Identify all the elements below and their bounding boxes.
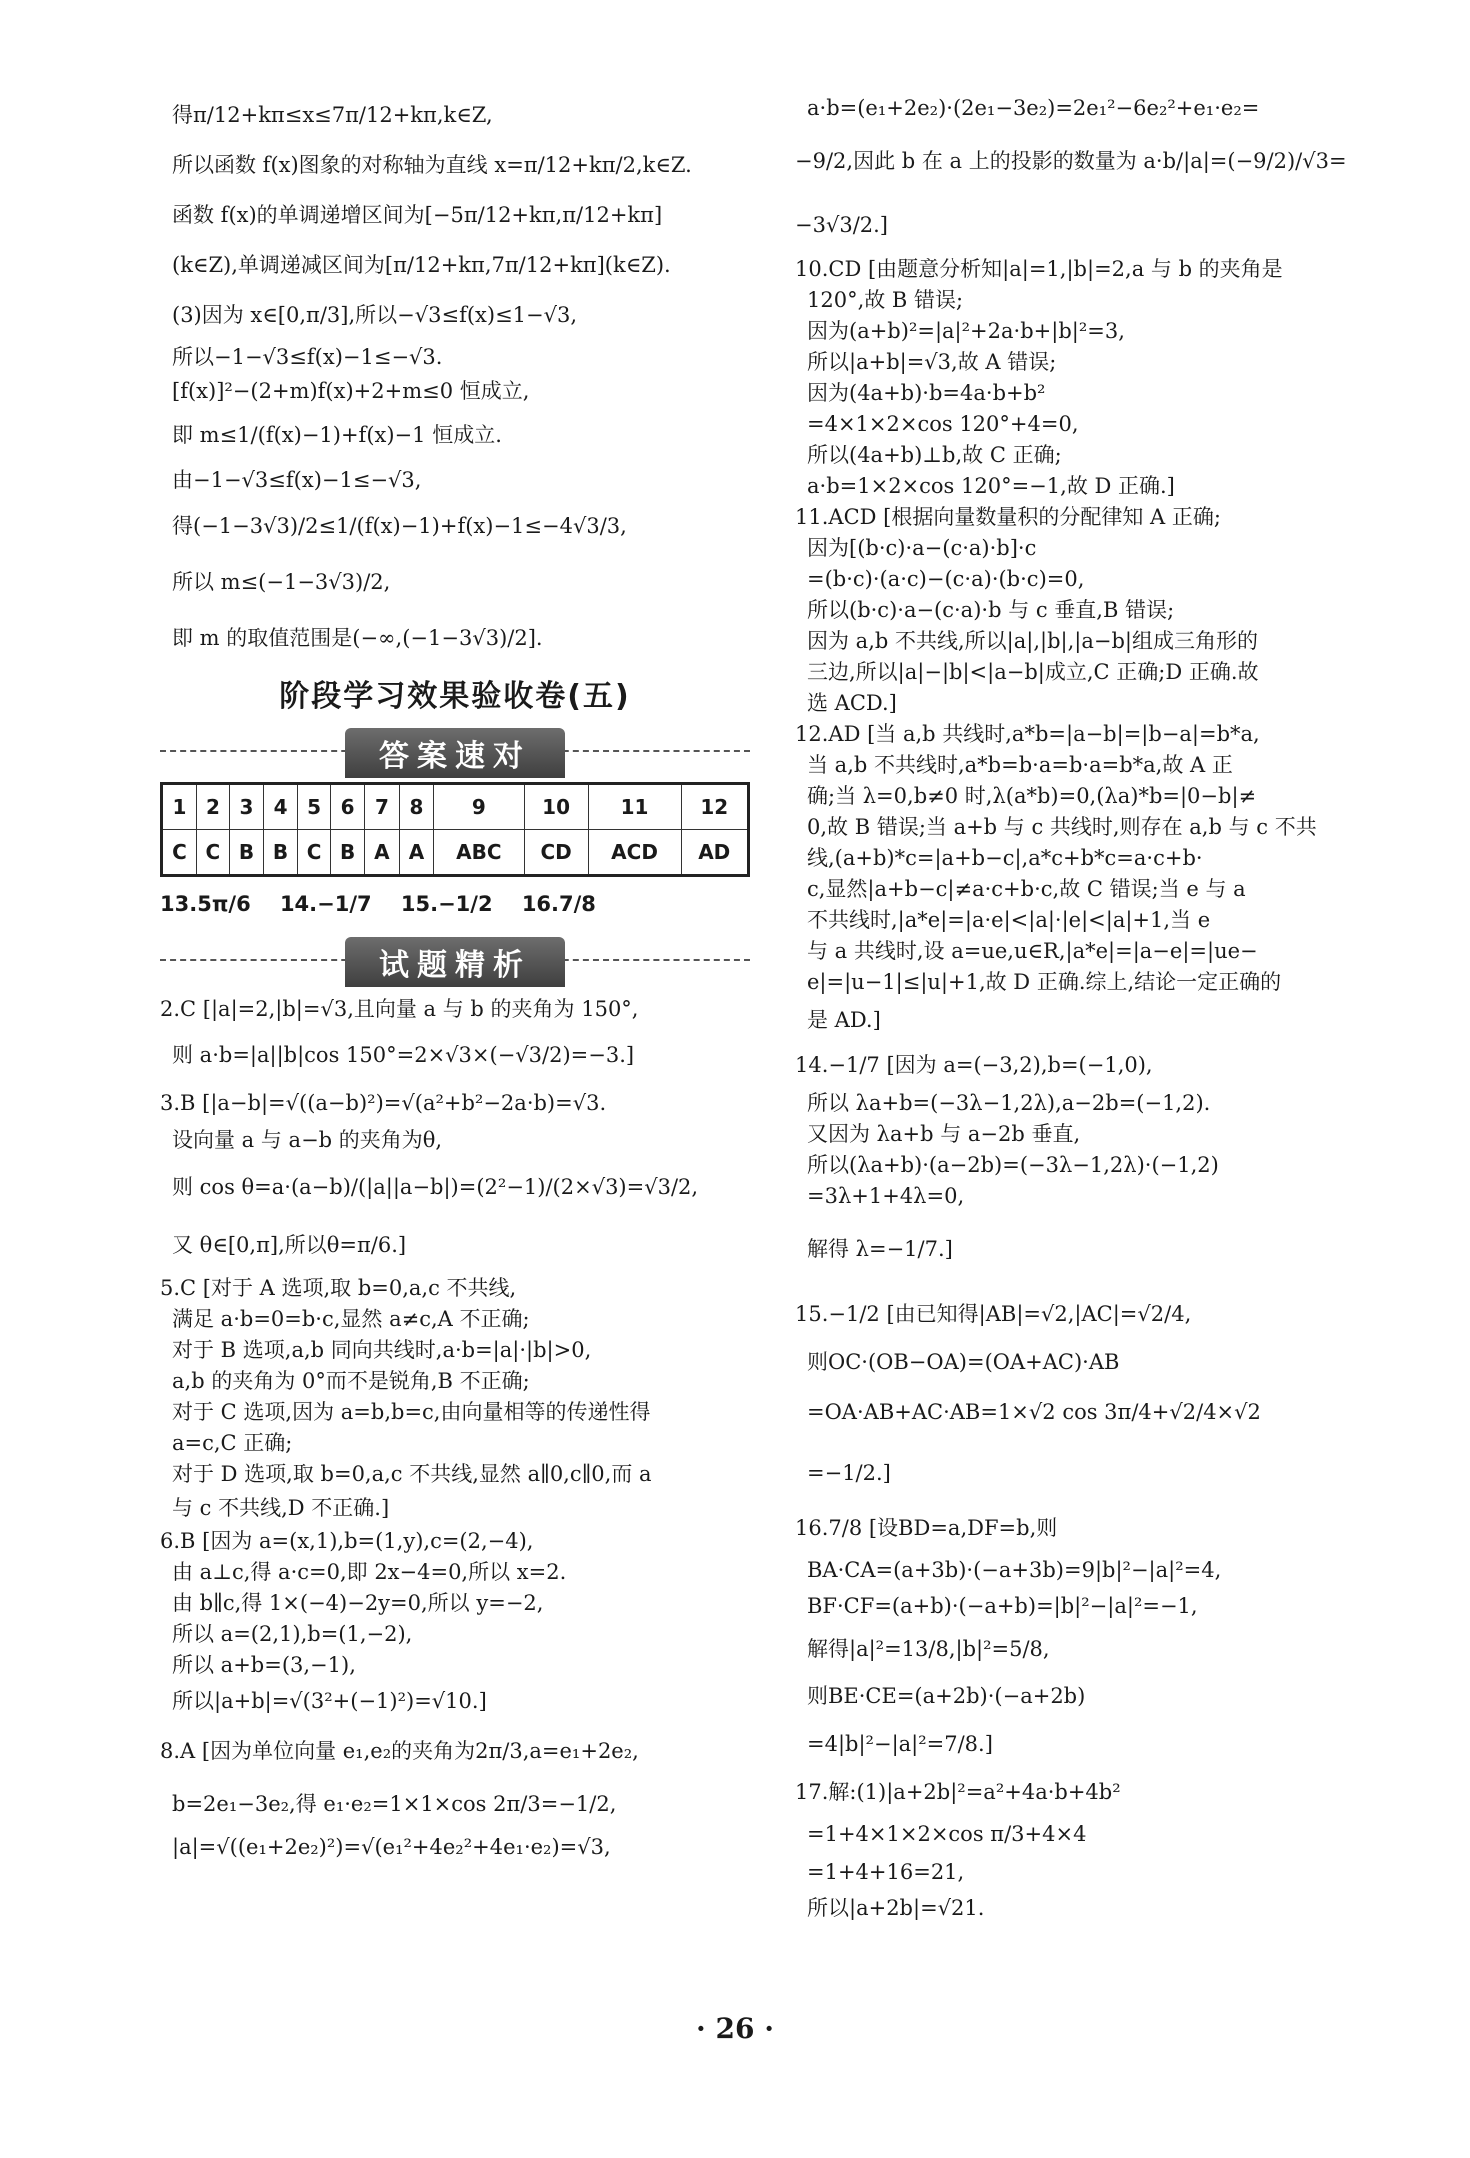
text-line: e|=|u−1|≤|u|+1,故 D 正确.综上,结论一定正确的 [807, 970, 1282, 994]
text-line: a=c,C 正确; [172, 1431, 293, 1455]
text-line: 三边,所以|a|−|b|<|a−b|成立,C 正确;D 正确.故 [807, 660, 1259, 684]
text-line: 与 a 共线时,设 a=ue,u∈R,|a*e|=|a−e|=|ue− [807, 939, 1258, 963]
text-line: 所以(4a+b)⊥b,故 C 正确; [807, 443, 1062, 467]
text-line: 得π/12+kπ≤x≤7π/12+kπ,k∈Z, [172, 103, 493, 127]
table-cell: AD [681, 830, 748, 876]
text-line: 120°,故 B 错误; [807, 288, 964, 312]
table-cell: 2 [196, 784, 229, 830]
text-line: =OA·AB+AC·AB=1×√2 cos 3π/4+√2/4×√2 [807, 1400, 1261, 1424]
text-line: 线,(a+b)*c=|a+b−c|,a*c+b*c=a·c+b· [807, 846, 1203, 870]
text-line: =(b·c)·(a·c)−(c·a)·(b·c)=0, [807, 567, 1085, 591]
table-cell: 10 [524, 784, 588, 830]
table-cell: 1 [162, 784, 197, 830]
text-line: −9/2,因此 b 在 a 上的投影的数量为 a·b/|a|=(−9/2)/√3= [795, 149, 1347, 173]
text-line: 又 θ∈[0,π],所以θ=π/6.] [172, 1233, 407, 1257]
text-line: BA·CA=(a+3b)·(−a+3b)=9|b|²−|a|²=4, [807, 1558, 1222, 1582]
page-number: · 26 · [696, 2012, 774, 2045]
table-cell: 9 [434, 784, 524, 830]
text-line: =3λ+1+4λ=0, [807, 1184, 965, 1208]
text-line: 由 a⊥c,得 a·c=0,即 2x−4=0,所以 x=2. [172, 1560, 567, 1584]
table-cell: B [331, 830, 365, 876]
table-cell: 12 [681, 784, 748, 830]
table-cell: A [399, 830, 434, 876]
text-line: 所以 a+b=(3,−1), [172, 1653, 356, 1677]
text-line: 则BE·CE=(a+2b)·(−a+2b) [807, 1684, 1086, 1708]
table-cell: A [365, 830, 400, 876]
text-line: 对于 B 选项,a,b 同向共线时,a·b=|a|·|b|>0, [172, 1338, 592, 1362]
text-line: 由 b∥c,得 1×(−4)−2y=0,所以 y=−2, [172, 1591, 544, 1615]
text-line: 与 c 不共线,D 不正确.] [172, 1496, 390, 1520]
table-cell: 6 [331, 784, 365, 830]
text-line: |a|=√((e₁+2e₂)²)=√(e₁²+4e₂²+4e₁·e₂)=√3, [172, 1835, 611, 1859]
text-line: =1+4+16=21, [807, 1860, 965, 1884]
analysis-banner [160, 931, 750, 983]
text-line: 解得|a|²=13/8,|b|²=5/8, [807, 1637, 1050, 1661]
table-cell: 8 [399, 784, 434, 830]
text-line: a·b=(e₁+2e₂)·(2e₁−3e₂)=2e₁²−6e₂²+e₁·e₂= [807, 96, 1260, 120]
table-cell: 4 [263, 784, 297, 830]
left-part1 [160, 90, 750, 666]
text-line: 由−1−√3≤f(x)−1≤−√3, [172, 468, 422, 492]
answer-table [160, 782, 750, 877]
text-line: 8.A [因为单位向量 e₁,e₂的夹角为2π/3,a=e₁+2e₂, [160, 1739, 639, 1763]
text-line: =4|b|²−|a|²=7/8.] [807, 1732, 993, 1756]
text-line: 16.7/8 [设BD=a,DF=b,则 [795, 1516, 1058, 1540]
text-line: 5.C [对于 A 选项,取 b=0,a,c 不共线, [160, 1276, 517, 1300]
text-line: =4×1×2×cos 120°+4=0, [807, 412, 1079, 436]
table-cell: C [162, 830, 197, 876]
text-line: 对于 C 选项,因为 a=b,b=c,由向量相等的传递性得 [172, 1400, 651, 1424]
text-line: 0,故 B 错误;当 a+b 与 c 共线时,则存在 a,b 与 c 不共 [807, 815, 1317, 839]
text-line: 确;当 λ=0,b≠0 时,λ(a*b)=0,(λa)*b=|0−b|≠ [807, 784, 1257, 808]
text-line: [f(x)]²−(2+m)f(x)+2+m≤0 恒成立, [172, 379, 530, 403]
text-line: 函数 f(x)的单调递增区间为[−5π/12+kπ,π/12+kπ] [172, 203, 663, 227]
text-line: 11.ACD [根据向量数量积的分配律知 A 正确; [795, 505, 1221, 529]
left-part2 [160, 991, 750, 1867]
text-line: −3√3/2.] [795, 213, 889, 237]
text-line: 所以函数 f(x)图象的对称轴为直线 x=π/12+kπ/2,k∈Z. [172, 153, 692, 177]
right-column [795, 90, 1405, 1926]
text-line: 解得 λ=−1/7.] [807, 1237, 953, 1261]
table-cell: B [263, 830, 297, 876]
text-line: 所以 λa+b=(−3λ−1,2λ),a−2b=(−1,2). [807, 1091, 1211, 1115]
text-line: 不共线时,|a*e|=|a·e|<|a|·|e|<|a|+1,当 e [807, 908, 1211, 932]
answer-number-row [162, 784, 749, 830]
banner-label: 答案速对 [345, 728, 565, 778]
text-line: 则OC·(OB−OA)=(OA+AC)·AB [807, 1350, 1120, 1374]
answer-letter-row [162, 830, 749, 876]
text-line: 2.C [|a|=2,|b|=√3,且向量 a 与 b 的夹角为 150°, [160, 997, 639, 1021]
table-cell: 5 [298, 784, 331, 830]
text-line: 选 ACD.] [807, 691, 897, 715]
text-line: b=2e₁−3e₂,得 e₁·e₂=1×1×cos 2π/3=−1/2, [172, 1792, 617, 1816]
text-line: (k∈Z),单调递减区间为[π/12+kπ,7π/12+kπ](k∈Z). [172, 253, 671, 277]
text-line: 15.−1/2 [由已知得|AB|=√2,|AC|=√2/4, [795, 1302, 1192, 1326]
fill-in-answers: 13.5π/6 14.−1/7 15.−1/2 16.7/8 [160, 892, 596, 916]
text-line: 因为(4a+b)·b=4a·b+b² [807, 381, 1046, 405]
text-line: 则 a·b=|a||b|cos 150°=2×√3×(−√3/2)=−3.] [172, 1043, 635, 1067]
table-cell: 3 [229, 784, 263, 830]
text-line: c,显然|a+b−c|≠a·c+b·c,故 C 错误;当 e 与 a [807, 877, 1246, 901]
text-line: =1+4×1×2×cos π/3+4×4 [807, 1822, 1087, 1846]
banner-label: 试题精析 [345, 937, 565, 987]
text-line: 设向量 a 与 a−b 的夹角为θ, [172, 1128, 443, 1152]
text-line: 即 m 的取值范围是(−∞,(−1−3√3)/2]. [172, 626, 543, 650]
text-line: 所以 m≤(−1−3√3)/2, [172, 570, 391, 594]
table-cell: ABC [434, 830, 524, 876]
text-line: 所以(b·c)·a−(c·a)·b 与 c 垂直,B 错误; [807, 598, 1175, 622]
text-line: 则 cos θ=a·(a−b)/(|a||a−b|)=(2²−1)/(2×√3)=√3/2, [172, 1175, 699, 1199]
table-cell: ACD [588, 830, 681, 876]
section-title: 阶段学习效果验收卷(五) [279, 679, 631, 714]
text-line: 因为(a+b)²=|a|²+2a·b+|b|²=3, [807, 319, 1125, 343]
text-line: 所以 a=(2,1),b=(1,−2), [172, 1622, 413, 1646]
text-line: 6.B [因为 a=(x,1),b=(1,y),c=(2,−4), [160, 1529, 534, 1553]
text-line: a,b 的夹角为 0°而不是锐角,B 不正确; [172, 1369, 530, 1393]
text-line: 满足 a·b=0=b·c,显然 a≠c,A 不正确; [172, 1307, 530, 1331]
table-cell: 7 [365, 784, 400, 830]
text-line: 所以|a+b|=√3,故 A 错误; [807, 350, 1057, 374]
text-line: 所以(λa+b)·(a−2b)=(−3λ−1,2λ)·(−1,2) [807, 1153, 1219, 1177]
table-cell: 11 [588, 784, 681, 830]
left-column [160, 90, 750, 1867]
text-line: 又因为 λa+b 与 a−2b 垂直, [807, 1122, 1081, 1146]
table-cell: C [196, 830, 229, 876]
text-line: 所以|a+2b|=√21. [807, 1896, 985, 1920]
answers-banner [160, 722, 750, 774]
text-line: 是 AD.] [807, 1008, 881, 1032]
text-line: 14.−1/7 [因为 a=(−3,2),b=(−1,0), [795, 1053, 1153, 1077]
table-cell: C [298, 830, 331, 876]
text-line: 因为[(b·c)·a−(c·a)·b]·c [807, 536, 1037, 560]
text-line: BF·CF=(a+b)·(−a+b)=|b|²−|a|²=−1, [807, 1594, 1198, 1618]
text-line: (3)因为 x∈[0,π/3],所以−√3≤f(x)≤1−√3, [172, 303, 578, 327]
text-line: 17.解:(1)|a+2b|²=a²+4a·b+4b² [795, 1780, 1121, 1804]
text-line: 3.B [|a−b|=√((a−b)²)=√(a²+b²−2a·b)=√3. [160, 1091, 607, 1115]
text-line: 所以−1−√3≤f(x)−1≤−√3. [172, 345, 443, 369]
table-cell: B [229, 830, 263, 876]
text-line: 所以|a+b|=√(3²+(−1)²)=√10.] [172, 1689, 487, 1713]
text-line: 当 a,b 不共线时,a*b=b·a=b·a=b*a,故 A 正 [807, 753, 1233, 777]
text-line: =−1/2.] [807, 1461, 891, 1485]
text-line: 对于 D 选项,取 b=0,a,c 不共线,显然 a∥0,c∥0,而 a [172, 1462, 652, 1486]
text-line: 因为 a,b 不共线,所以|a|,|b|,|a−b|组成三角形的 [807, 629, 1258, 653]
table-cell: CD [524, 830, 588, 876]
text-line: 10.CD [由题意分析知|a|=1,|b|=2,a 与 b 的夹角是 [795, 257, 1283, 281]
text-line: a·b=1×2×cos 120°=−1,故 D 正确.] [807, 474, 1175, 498]
text-line: 即 m≤1/(f(x)−1)+f(x)−1 恒成立. [172, 423, 502, 447]
text-line: 12.AD [当 a,b 共线时,a*b=|a−b|=|b−a|=b*a, [795, 722, 1260, 746]
text-line: 得(−1−3√3)/2≤1/(f(x)−1)+f(x)−1≤−4√3/3, [172, 514, 627, 538]
